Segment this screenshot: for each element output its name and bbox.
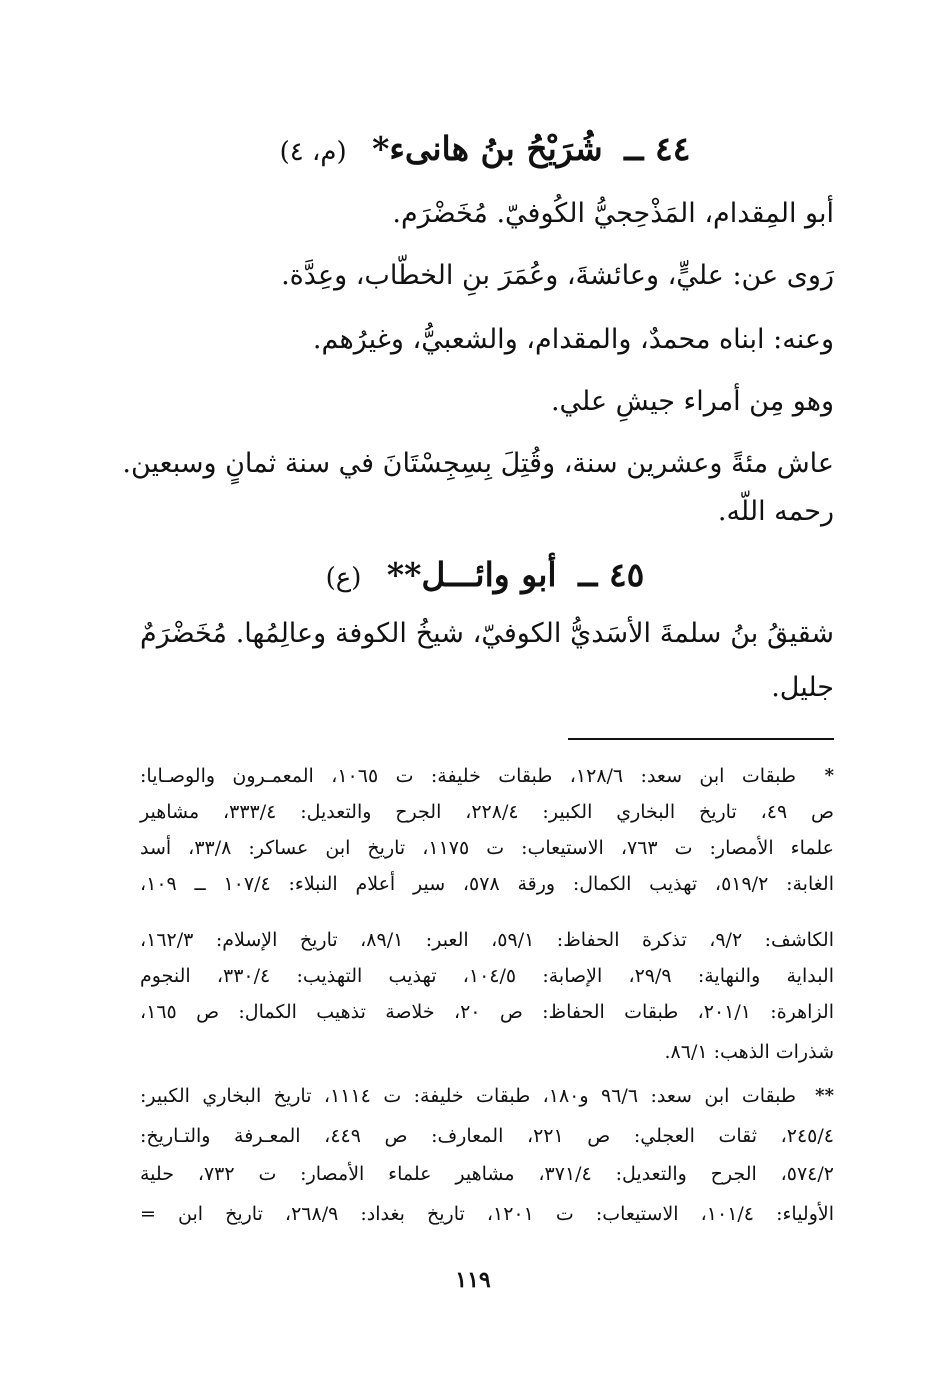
footnote-2-line-1: طبقات ابن سعد: ٩٦/٦ و١٨٠، طبقات خليفة: ت ١١١٤، تاريخ البخاري الكبير:: [140, 1085, 796, 1107]
entry-44-line-2: رَوى عن: عليٍّ، وعائشةَ، وعُمَرَ بنِ الخطّاب، وعِدَّة.: [281, 260, 834, 291]
footnote-1-line-7: الزاهرة: ٢٠١/١، طبقات الحفاظ: ص ٢٠، خلاصة تذهيب الكمال: ص ١٦٥،: [140, 1001, 834, 1023]
entry-44-line-1: أبو المِقدام، المَذْحِجيُّ الكُوفيّ. مُخَضْرَم.: [392, 198, 834, 229]
entry-44-line-4: وهو مِن أمراء جيشِ علي.: [550, 386, 834, 417]
entry-44-heading: [140, 124, 830, 177]
entry-45-line-2: جليل.: [771, 672, 834, 703]
entry-44-number: ٤٤ ــ: [624, 129, 691, 168]
page-number: ١١٩: [455, 1267, 491, 1293]
footnote-2-marker: **: [815, 1085, 834, 1106]
entry-45-heading: [140, 550, 830, 603]
footnote-1-line-6: البداية والنهاية: ٢٩/٩، الإصابة: ١٠٤/٥، تهذيب التهذيب: ٣٣٠/٤، النجوم: [140, 965, 834, 987]
footnote-1-line-4: الغابة: ٥١٩/٢، تهذيب الكمال: ورقة ٥٧٨، سير أعلام النبلاء: ١٠٧/٤ ــ ١٠٩،: [140, 873, 834, 895]
footnote-1-line-5: الكاشف: ٩/٢، تذكرة الحفاظ: ٥٩/١، العبر: ٨٩/١، تاريخ الإسلام: ١٦٢/٣،: [140, 929, 834, 951]
footnote-1-marker: *: [824, 765, 834, 786]
footnote-1-line-2: ص ٤٩، تاريخ البخاري الكبير: ٢٢٨/٤، الجرح والتعديل: ٣٣٣/٤، مشاهير: [140, 801, 834, 823]
entry-45-tag: (ع): [325, 563, 362, 593]
footnote-2-line-3: ٥٧٤/٢، الجرح والتعديل: ٣٧١/٤، مشاهير علماء الأمصار: ت ٧٣٢، حلية: [140, 1163, 834, 1185]
footnote-1-line-8: شذرات الذهب: ٨٦/١.: [664, 1041, 834, 1063]
entry-44-tag: (م، ٤): [279, 137, 347, 167]
entry-44-line-6: رحمه اللّه.: [717, 496, 834, 527]
entry-44-line-5: عاش مئةً وعشرين سنة، وقُتِلَ بِسِجِسْتَانَ في سنة ثمانٍ وسبعين.: [122, 448, 834, 479]
footnote-divider: [568, 738, 834, 740]
footnote-1-line-1: طبقات ابن سعد: ١٢٨/٦، طبقات خليفة: ت ١٠٦٥، المعمـرون والوصـايا:: [140, 765, 796, 787]
footnote-1-line-3: علماء الأمصار: ت ٧٦٣، الاستيعاب: ت ١١٧٥، تاريخ ابن عساكر: ٣٣/٨، أسد: [140, 837, 834, 859]
entry-45-number: ٤٥ ــ: [578, 555, 645, 594]
entry-45-name: أبو وائـــل**: [386, 555, 557, 594]
entry-45-line-1: شقيقُ بنُ سلمةَ الأسَديُّ الكوفيّ، شيخُ الكوفة وعالِمُها. مُخَضْرَمٌ: [140, 618, 834, 649]
footnote-2-line-2: ٢٤٥/٤، ثقات العجلي: ص ٢٢١، المعارف: ص ٤٤٩، المعـرفة والتـاريخ:: [140, 1125, 834, 1147]
entry-44-name: شُرَيْحُ بنُ هانىء*: [372, 129, 603, 168]
footnote-2-line-4: الأولياء: ١٠١/٤، الاستيعاب: ت ١٢٠١، تاريخ بغداد: ٢٦٨/٩، تاريخ ابن =: [140, 1203, 835, 1225]
entry-44-line-3: وعنه: ابناه محمدٌ، والمقدام، والشعبيُّ، وغيرُهم.: [312, 324, 834, 355]
